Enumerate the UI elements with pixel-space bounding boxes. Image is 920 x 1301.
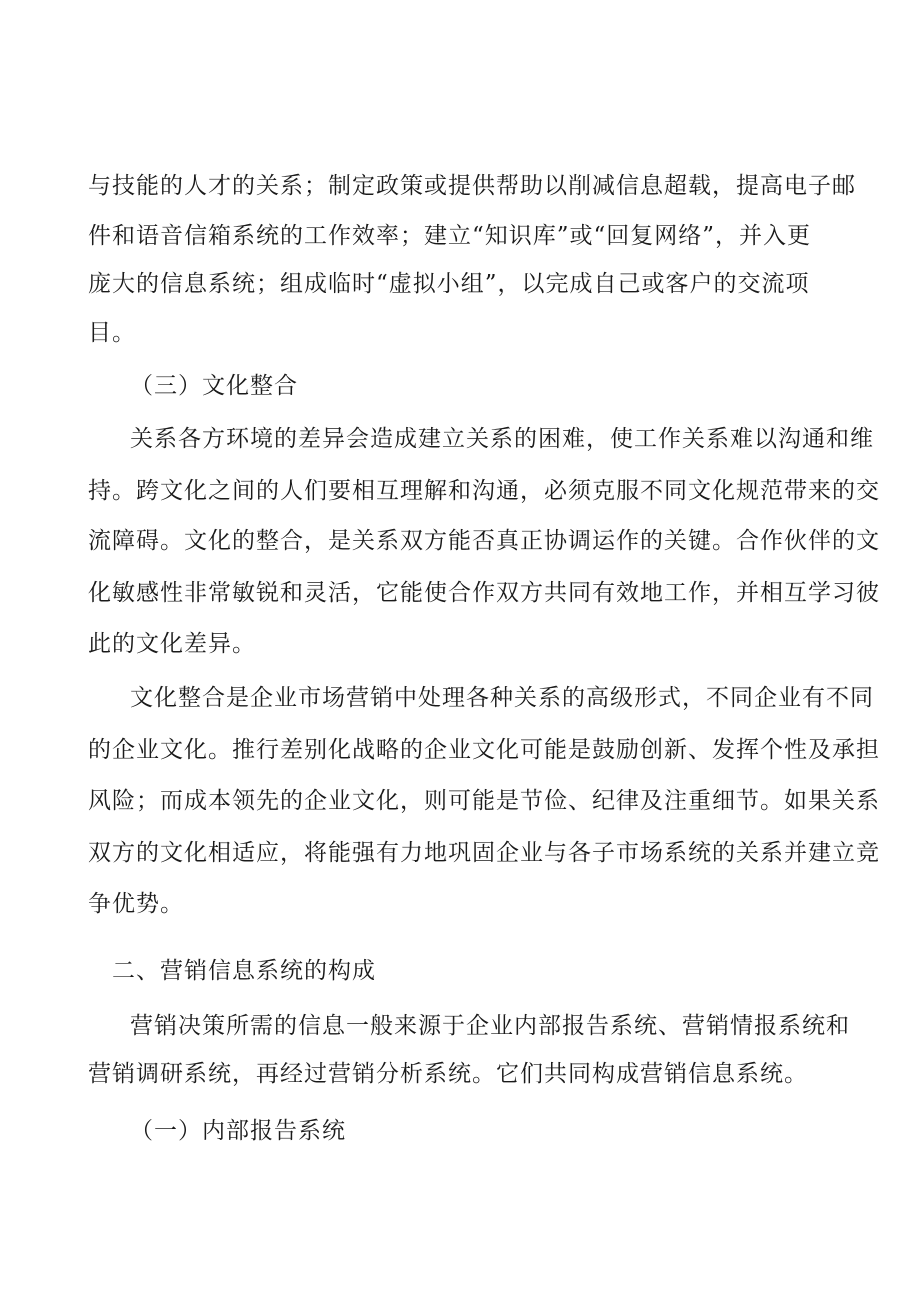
text-line: 持。跨文化之间的人们要相互理解和沟通，必须克服不同文化规范带来的交	[88, 478, 880, 504]
text-line: 此的文化差异。	[88, 631, 256, 657]
text-line: 争优势。	[88, 891, 184, 917]
text-line: 化敏感性非常敏锐和灵活，它能使合作双方共同有效地工作，并相互学习彼	[88, 580, 880, 606]
section-heading-internal-report-system: （一）内部报告系统	[130, 1118, 346, 1144]
section-heading-culture-integration: （三）文化整合	[130, 373, 298, 399]
text-line: 目。	[88, 320, 136, 346]
text-line: 庞大的信息系统；组成临时“虚拟小组”，以完成自己或客户的交流项	[88, 271, 810, 297]
text-line: 流障碍。文化的整合，是关系双方能否真正协调运作的关键。合作伙伴的文	[88, 528, 880, 554]
text-line: 营销调研系统，再经过营销分析系统。它们共同构成营销信息系统。	[88, 1061, 808, 1087]
section-heading-marketing-info-system: 二、营销信息系统的构成	[112, 958, 376, 984]
text-line: 文化整合是企业市场营销中处理各种关系的高级形式，不同企业有不同	[130, 685, 874, 711]
text-line: 的企业文化。推行差别化战略的企业文化可能是鼓励创新、发挥个性及承担	[88, 737, 880, 763]
text-line: 营销决策所需的信息一般来源于企业内部报告系统、营销情报系统和	[130, 1013, 850, 1039]
text-line: 双方的文化相适应，将能强有力地巩固企业与各子市场系统的关系并建立竞	[88, 840, 880, 866]
text-line: 与技能的人才的关系；制定政策或提供帮助以削减信息超载，提高电子邮	[88, 173, 856, 199]
text-line: 件和语音信箱系统的工作效率；建立“知识库”或“回复网络”，并入更	[88, 223, 812, 249]
text-line: 关系各方环境的差异会造成建立关系的困难，使工作关系难以沟通和维	[130, 426, 874, 452]
text-line: 风险；而成本领先的企业文化，则可能是节俭、纪律及注重细节。如果关系	[88, 788, 880, 814]
